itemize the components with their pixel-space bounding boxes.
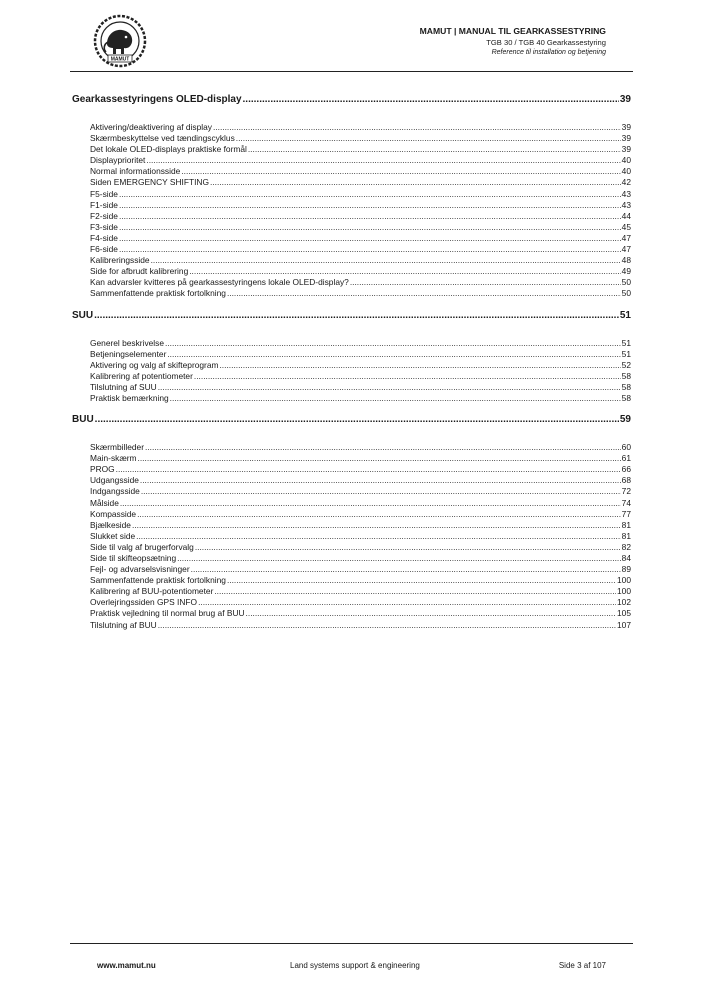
- toc-entry-label: Fejl- og advarselsvisninger: [90, 564, 190, 575]
- toc-section-items: [72, 122, 631, 300]
- toc-entry-label: Tilslutning af BUU: [90, 619, 157, 630]
- toc-entry[interactable]: [90, 553, 631, 564]
- toc-entry-label: Kalibreringsside: [90, 255, 150, 266]
- toc-entry[interactable]: [90, 200, 631, 211]
- dot-leader: [119, 233, 621, 244]
- toc-entry[interactable]: [90, 531, 631, 542]
- dot-leader: [227, 288, 621, 299]
- toc-entry-label: Overlejringssiden GPS INFO: [90, 597, 198, 608]
- toc-section-page: 59: [619, 414, 631, 426]
- toc-entry[interactable]: [90, 349, 631, 360]
- toc-entry-label: Slukket side: [90, 530, 136, 541]
- toc-entry[interactable]: [90, 442, 631, 453]
- dot-leader: [141, 486, 621, 497]
- dot-leader: [165, 338, 621, 349]
- dot-leader: [177, 553, 621, 564]
- toc-entry-page: 48: [621, 255, 631, 266]
- toc-entry-page: 47: [621, 232, 631, 243]
- table-of-contents: [72, 94, 631, 631]
- toc-entry[interactable]: [90, 498, 631, 509]
- dot-leader: [350, 277, 621, 288]
- toc-entry[interactable]: [90, 453, 631, 464]
- toc-section-items: [72, 442, 631, 631]
- toc-entry-page: 44: [621, 210, 631, 221]
- toc-entry-page: 82: [621, 541, 631, 552]
- dot-leader: [246, 608, 616, 619]
- toc-entry-page: 39: [621, 144, 631, 155]
- toc-entry-page: 102: [617, 597, 631, 608]
- toc-entry-label: Aktivering og valg af skifteprogram: [90, 359, 219, 370]
- toc-section-title: BUU: [72, 414, 94, 426]
- toc-entry-label: Sammenfattende praktisk fortolkning: [90, 288, 226, 299]
- dot-leader: [248, 144, 621, 155]
- toc-entry[interactable]: [90, 382, 631, 393]
- toc-entry-page: 61: [621, 453, 631, 464]
- toc-entry-label: Det lokale OLED-displays praktiske formål: [90, 144, 247, 155]
- toc-entry[interactable]: [90, 211, 631, 222]
- dot-leader: [210, 177, 621, 188]
- toc-section[interactable]: [72, 94, 631, 108]
- toc-section-items: [72, 338, 631, 405]
- document-subtitle: TGB 30 / TGB 40 Gearkassestyring: [486, 38, 606, 47]
- toc-entry-label: Siden EMERGENCY SHIFTING: [90, 177, 209, 188]
- toc-section-title: Gearkassestyringens OLED-display: [72, 94, 242, 105]
- toc-section-page: 39: [619, 94, 631, 105]
- document-reference: Reference til installation og betjening: [491, 49, 606, 56]
- toc-entry-label: PROG: [90, 464, 115, 475]
- toc-entry-page: 40: [621, 166, 631, 177]
- footer-tagline: Land systems support & engineering: [290, 961, 420, 970]
- document-title: MAMUT | MANUAL TIL GEARKASSESTYRING: [419, 26, 606, 36]
- toc-entry[interactable]: [90, 222, 631, 233]
- toc-entry-page: 72: [621, 486, 631, 497]
- toc-entry-label: F1-side: [90, 199, 118, 210]
- dot-leader: [213, 122, 621, 133]
- toc-entry-label: Bjælkeside: [90, 519, 131, 530]
- dot-leader: [227, 575, 616, 586]
- toc-entry-label: Indgangsside: [90, 486, 140, 497]
- toc-entry[interactable]: [90, 371, 631, 382]
- toc-entry-page: 60: [621, 442, 631, 453]
- dot-leader: [151, 255, 621, 266]
- toc-entry-page: 52: [621, 359, 631, 370]
- toc-section-title: SUU: [72, 309, 94, 321]
- toc-entry[interactable]: [90, 360, 631, 371]
- toc-entry-label: Praktisk bemærkning: [90, 392, 169, 403]
- toc-entry-page: 66: [621, 464, 631, 475]
- toc-entry-page: 43: [621, 188, 631, 199]
- toc-entry[interactable]: [90, 266, 631, 277]
- mamut-logo: [93, 14, 147, 68]
- toc-entry[interactable]: [90, 393, 631, 404]
- toc-entry-page: 39: [621, 122, 631, 132]
- dot-leader: [140, 475, 621, 486]
- toc-entry[interactable]: [90, 277, 631, 288]
- toc-entry-page: 40: [621, 155, 631, 166]
- dot-leader: [195, 542, 621, 553]
- dot-leader: [170, 393, 621, 404]
- dot-leader: [119, 222, 621, 233]
- toc-entry[interactable]: [90, 166, 631, 177]
- toc-section[interactable]: [72, 414, 631, 428]
- toc-entry[interactable]: [90, 177, 631, 188]
- toc-entry[interactable]: [90, 338, 631, 349]
- dot-leader: [119, 244, 621, 255]
- toc-entry-label: Aktivering/deaktivering af display: [90, 122, 212, 132]
- toc-entry-page: 49: [621, 266, 631, 277]
- toc-entry-page: 77: [621, 508, 631, 519]
- dot-leader: [243, 94, 619, 105]
- dot-leader: [191, 564, 621, 575]
- toc-entry[interactable]: [90, 288, 631, 299]
- toc-entry-label: Side til valg af brugerforvalg: [90, 541, 194, 552]
- dot-leader: [119, 189, 621, 200]
- toc-entry-page: 81: [621, 530, 631, 541]
- toc-entry[interactable]: [90, 620, 631, 631]
- dot-leader: [214, 586, 616, 597]
- dot-leader: [146, 155, 620, 166]
- toc-entry[interactable]: [90, 233, 631, 244]
- toc-entry[interactable]: [90, 155, 631, 166]
- toc-entry-page: 84: [621, 553, 631, 563]
- toc-entry-label: Skærmbeskyttelse ved tændingscyklus: [90, 133, 235, 144]
- dot-leader: [132, 520, 621, 531]
- toc-entry-page: 68: [621, 475, 631, 486]
- toc-entry-label: Side til skifteopsætning: [90, 553, 177, 563]
- toc-entry-label: F4-side: [90, 232, 118, 243]
- toc-entry-label: Praktisk vejledning til normal brug af BUU: [90, 608, 245, 619]
- toc-entry[interactable]: [90, 464, 631, 475]
- toc-entry[interactable]: [90, 586, 631, 597]
- dot-leader: [119, 211, 621, 222]
- toc-entry-label: Skærmbilleder: [90, 442, 144, 453]
- toc-entry-page: 50: [621, 288, 631, 299]
- toc-entry-page: 42: [621, 177, 631, 188]
- toc-entry-page: 81: [621, 519, 631, 530]
- toc-entry-label: Displayprioritet: [90, 155, 146, 166]
- toc-entry-label: Udgangsside: [90, 475, 139, 486]
- toc-entry-label: Kalibrering af BUU-potentiometer: [90, 586, 214, 597]
- toc-entry-page: 58: [621, 370, 631, 381]
- dot-leader: [138, 453, 621, 464]
- toc-entry-page: 47: [621, 244, 631, 255]
- toc-entry-label: Side for afbrudt kalibrering: [90, 266, 189, 277]
- toc-entry-label: Generel beskrivelse: [90, 337, 165, 348]
- page-number: Side 3 af 107: [558, 961, 606, 970]
- website-link[interactable]: www.mamut.nu: [97, 961, 156, 970]
- toc-entry-label: F5-side: [90, 188, 118, 199]
- toc-entry[interactable]: [90, 189, 631, 200]
- toc-entry-label: Normal informationsside: [90, 166, 181, 177]
- toc-entry[interactable]: [90, 542, 631, 553]
- toc-entry-page: 105: [617, 608, 631, 619]
- footer-divider: [70, 943, 633, 944]
- toc-entry[interactable]: [90, 122, 631, 133]
- toc-entry-page: 74: [621, 497, 631, 508]
- dot-leader: [158, 382, 621, 393]
- dot-leader: [198, 597, 616, 608]
- toc-entry-label: F2-side: [90, 210, 118, 221]
- toc-entry-page: 100: [617, 575, 631, 586]
- toc-entry[interactable]: [90, 608, 631, 619]
- toc-entry-page: 51: [621, 348, 631, 359]
- toc-entry[interactable]: [90, 509, 631, 520]
- toc-entry-page: 89: [621, 564, 631, 575]
- dot-leader: [236, 133, 621, 144]
- dot-leader: [158, 620, 616, 631]
- toc-entry-page: 58: [621, 381, 631, 392]
- toc-entry-label: Betjeningselementer: [90, 348, 167, 359]
- toc-entry[interactable]: [90, 564, 631, 575]
- toc-entry-page: 43: [621, 199, 631, 210]
- dot-leader: [219, 360, 620, 371]
- toc-entry[interactable]: [90, 475, 631, 486]
- svg-text:MAMUT: MAMUT: [110, 56, 130, 63]
- toc-entry-label: Kalibrering af potentiometer: [90, 370, 193, 381]
- toc-entry-page: 39: [621, 133, 631, 144]
- dot-leader: [136, 531, 621, 542]
- toc-entry-label: F6-side: [90, 244, 118, 255]
- toc-entry-page: 45: [621, 221, 631, 232]
- toc-entry-label: Kan advarsler kvitteres på gearkassestyringens lokale OLED-display?: [90, 277, 349, 288]
- toc-entry[interactable]: [90, 597, 631, 608]
- dot-leader: [94, 310, 619, 321]
- toc-entry[interactable]: [90, 144, 631, 155]
- toc-entry-page: 107: [617, 619, 631, 630]
- dot-leader: [189, 266, 620, 277]
- toc-entry-label: Main-skærm: [90, 453, 137, 464]
- dot-leader: [181, 166, 620, 177]
- dot-leader: [119, 200, 621, 211]
- dot-leader: [120, 498, 621, 509]
- toc-entry-page: 58: [621, 392, 631, 403]
- toc-entry-label: F3-side: [90, 221, 118, 232]
- toc-entry-label: Sammenfattende praktisk fortolkning: [90, 575, 226, 586]
- header-divider: [70, 71, 633, 72]
- dot-leader: [167, 349, 620, 360]
- dot-leader: [137, 509, 621, 520]
- toc-entry-label: Målside: [90, 497, 119, 508]
- toc-entry-page: 100: [617, 586, 631, 597]
- dot-leader: [116, 464, 621, 475]
- dot-leader: [194, 371, 621, 382]
- toc-entry[interactable]: [90, 244, 631, 255]
- dot-leader: [95, 414, 619, 425]
- toc-entry-label: Tilslutning af SUU: [90, 381, 157, 392]
- toc-entry-label: Kompasside: [90, 508, 137, 519]
- toc-entry[interactable]: [90, 520, 631, 531]
- dot-leader: [145, 442, 621, 453]
- toc-entry[interactable]: [90, 133, 631, 144]
- toc-entry[interactable]: [90, 486, 631, 497]
- toc-section-page: 51: [619, 309, 631, 321]
- toc-entry-page: 50: [621, 277, 631, 288]
- toc-entry-page: 51: [621, 337, 631, 348]
- toc-section[interactable]: [72, 310, 631, 324]
- toc-entry[interactable]: [90, 575, 631, 586]
- toc-entry[interactable]: [90, 255, 631, 266]
